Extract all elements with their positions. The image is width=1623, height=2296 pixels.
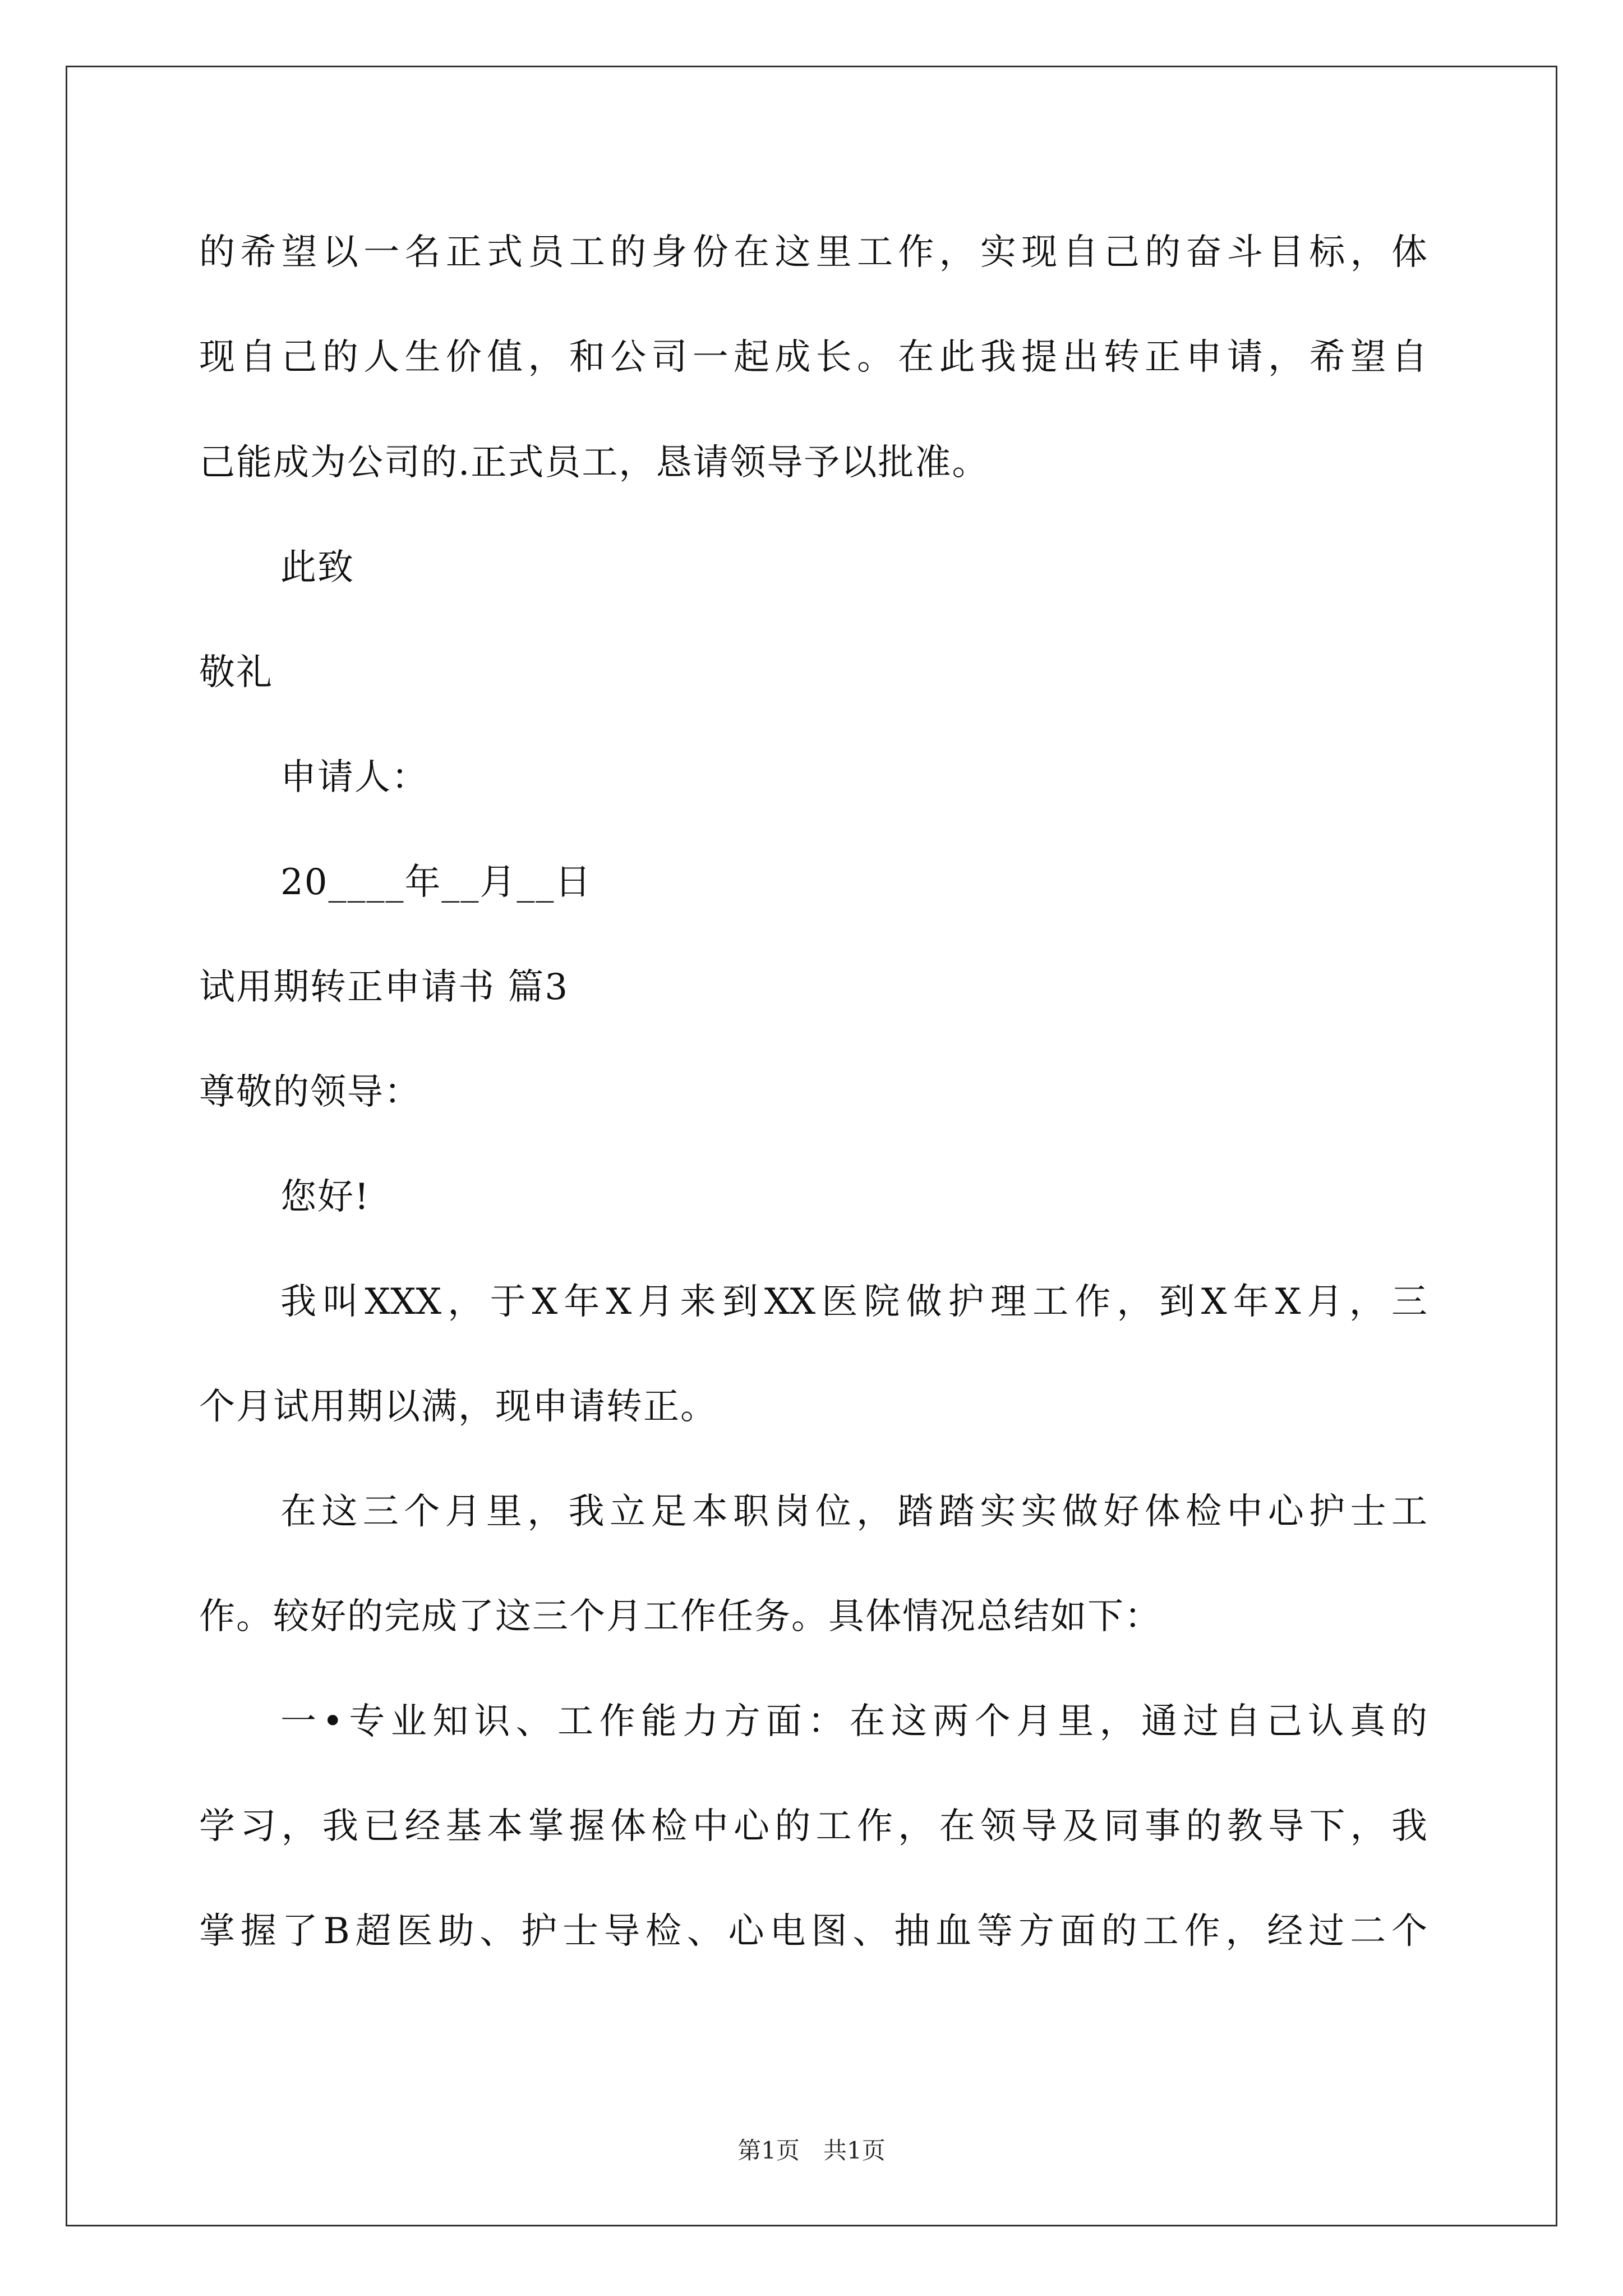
body-text-line: 个月试用期以满，现申请转正。 bbox=[199, 1386, 717, 1428]
body-text-line: 学习，我已经基本掌握体检中心的工作，在领导及同事的教导下，我 bbox=[199, 1806, 1427, 1847]
addressee: 尊敬的领导： bbox=[199, 1071, 421, 1113]
closing-regards: 敬礼 bbox=[199, 652, 273, 693]
greeting: 您好! bbox=[280, 1176, 370, 1218]
page-number-footer: 第1页 共1页 bbox=[737, 2137, 886, 2164]
page-border bbox=[66, 66, 1557, 2226]
body-text-line: 我叫XXX，于X年X月来到XX医院做护理工作，到X年X月，三 bbox=[280, 1281, 1427, 1323]
body-text-line: 一•专业知识、工作能力方面：在这两个月里，通过自己认真的 bbox=[280, 1701, 1427, 1742]
date-line: 20____年__月__日 bbox=[280, 862, 592, 903]
applicant-label: 申请人： bbox=[280, 757, 428, 798]
body-text-line: 的希望以一名正式员工的身份在这里工作，实现自己的奋斗目标，体 bbox=[199, 232, 1427, 273]
body-text-line: 作。较好的完成了这三个月工作任务。具体情况总结如下： bbox=[199, 1596, 1161, 1637]
body-text-line: 在这三个月里，我立足本职岗位，踏踏实实做好体检中心护士工 bbox=[280, 1491, 1427, 1533]
closing-salutation: 此致 bbox=[280, 547, 354, 588]
body-text-line: 现自己的人生价值，和公司一起成长。在此我提出转正申请，希望自 bbox=[199, 337, 1427, 378]
body-text-line: 掌握了B超医助、护士导检、心电图、抽血等方面的工作，经过二个 bbox=[199, 1911, 1427, 1952]
section-heading: 试用期转正申请书 篇3 bbox=[199, 967, 569, 1008]
body-text-line: 己能成为公司的.正式员工，恳请领导予以批准。 bbox=[199, 442, 989, 484]
